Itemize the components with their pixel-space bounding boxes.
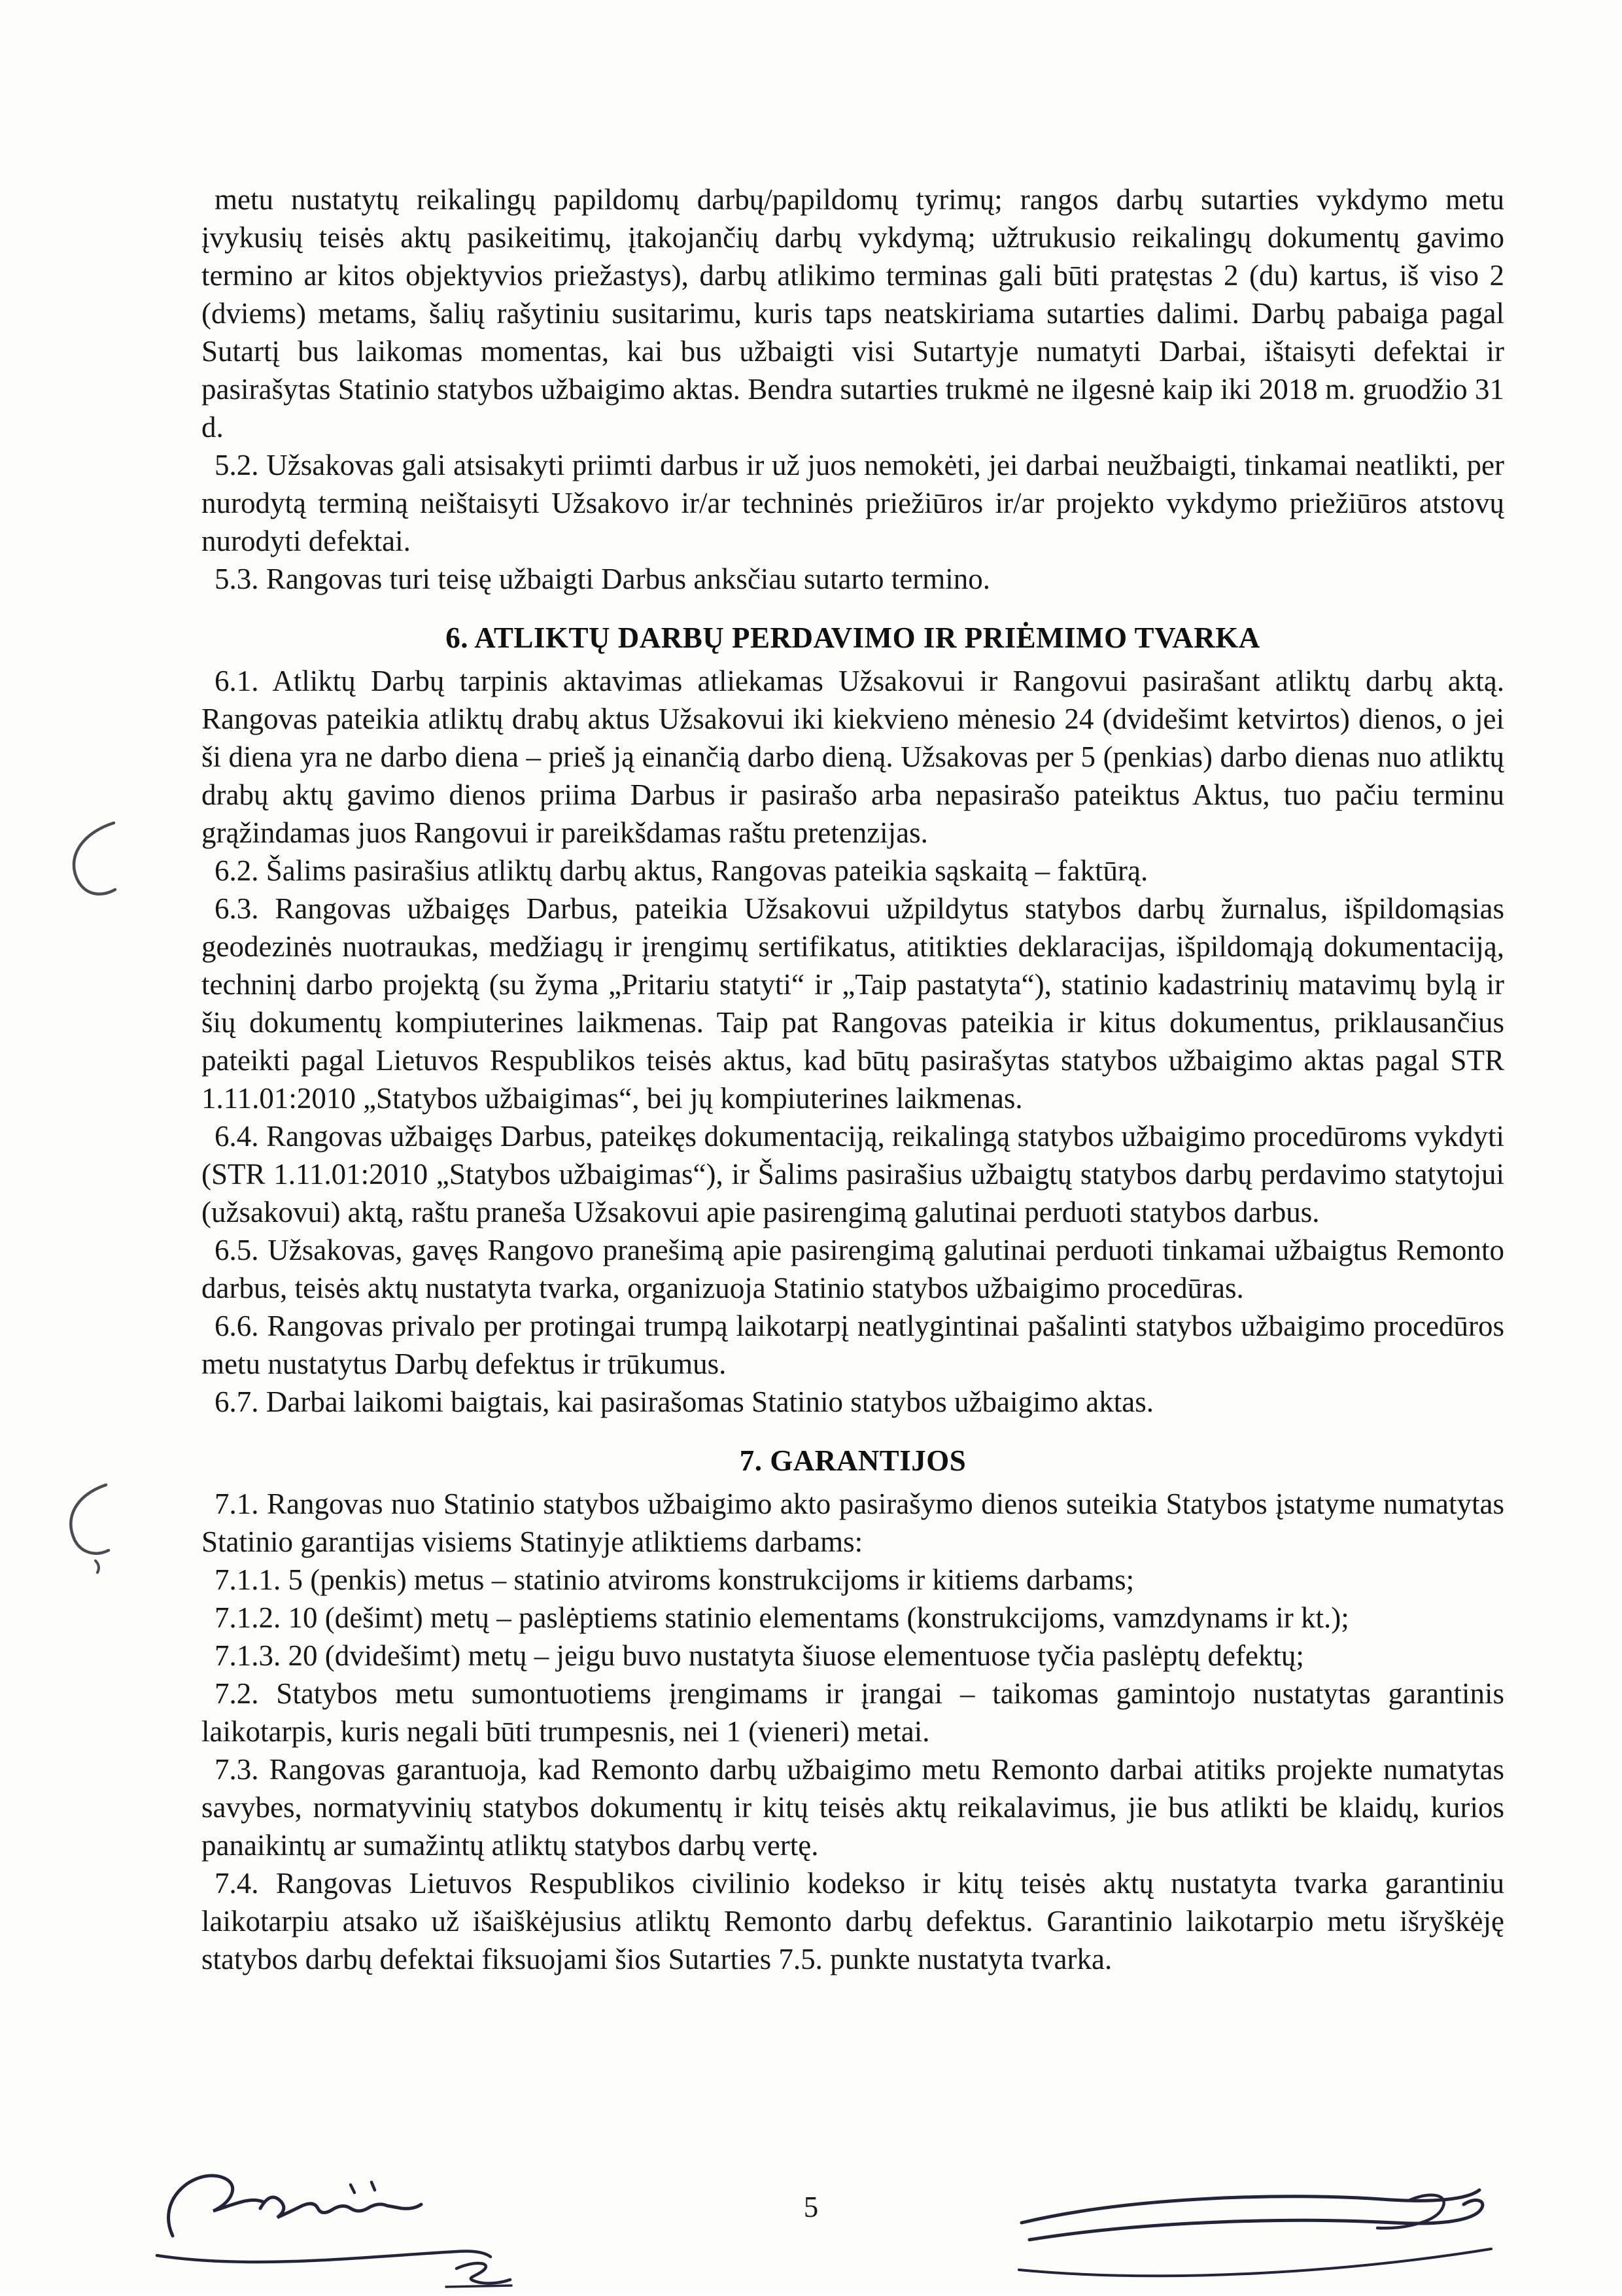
paragraph-6-5: 6.5. Užsakovas, gavęs Rangovo pranešimą apie pasirengimą galutinai perduoti tinkamai užbaigtus Remonto darbus, teisės aktų nustatyta tvarka, organizuoja Statinio statybos užbaigimo procedūras. [201,1234,1504,1304]
section-7-heading: 7. GARANTIJOS [739,1444,967,1477]
paragraph-7-1-2: 7.1.2. 10 (dešimt) metų – paslėptiems statinio elementams (konstrukcijoms, vamzdynams ir kt.); [215,1601,1349,1634]
handwritten-signature-right [1014,2172,1498,2296]
paragraph-7-1: 7.1. Rangovas nuo Statinio statybos užbaigimo akto pasirašymo dienos suteikia Statybos įstatyme numatytas Statinio garantijas visiems Statinyje atliktiems darbams: [201,1487,1504,1558]
paragraph-5-2: 5.2. Užsakovas gali atsisakyti priimti darbus ir už juos nemokėti, jei darbai neužbaigti, tinkamai neatlikti, per nurodytą terminą neištaisyti Užsakovo ir/ar techninės priežiūros ir/ar projekto vykdymo priežiūros atstovų nurodyti defektai. [201,449,1504,557]
page-number: 5 [803,2191,819,2223]
paragraph-6-4: 6.4. Rangovas užbaigęs Darbus, pateikęs dokumentaciją, reikalingą statybos užbaigimo procedūroms vykdyti (STR 1.11.01:2010 „Statybos užbaigimas“), ir Šalims pasirašius užbaigtų statybos darbų perdavimo statytojui (užsakovui) aktą, raštu praneša Užsakovui apie pasirengimą galutinai perduoti statybos darbus. [201,1120,1504,1228]
section-6-heading: 6. ATLIKTŲ DARBŲ PERDAVIMO IR PRIĖMIMO TVARKA [445,621,1260,654]
paragraph-6-1: 6.1. Atliktų Darbų tarpinis aktavimas atliekamas Užsakovui ir Rangovui pasirašant atliktų darbų aktą. Rangovas pateikia atliktų drabų aktus Užsakovui iki kiekvieno mėnesio 24 (dvidešimt ketvirtos) dienos, o jei ši diena yra ne darbo diena – prieš ją einančią darbo dieną. Užsakovas per 5 (penkias) darbo dienas nuo atliktų drabų aktų gavimo dienos priima Darbus ir pasirašo arba nepasirašo pateiktus Aktus, tuo pačiu terminu grąžindamas juos Rangovui ir pareikšdamas raštu pretenzijas. [201,665,1504,849]
paragraph-7-2: 7.2. Statybos metu sumontuotiems įrengimams ir įrangai – taikomas gamintojo nustatytas garantinis laikotarpis, kuris negali būti trumpesnis, nei 1 (vieneri) metai. [201,1677,1504,1748]
document-body [201,181,1504,1978]
paragraph-7-4: 7.4. Rangovas Lietuvos Respublikos civilinio kodekso ir kitų teisės aktų nustatyta tvarka garantiniu laikotarpiu atsako už išaiškėjusius atliktų Remonto darbų defektus. Garantinio laikotarpio metu išryškėję statybos darbų defektai fiksuojami šios Sutarties 7.5. punkte nustatyta tvarka. [201,1867,1504,1975]
handwritten-signature-left [150,2159,595,2289]
paragraph-7-1-3: 7.1.3. 20 (dvidešimt) metų – jeigu buvo nustatyta šiuose elementuose tyčia paslėptų defektų; [215,1639,1304,1672]
pen-margin-mark-upper [60,816,126,905]
paragraph-6-6: 6.6. Rangovas privalo per protingai trumpą laikotarpį neatlygintinai pašalinti statybos užbaigimo procedūros metu nustatytus Darbų defektus ir trūkumus. [201,1310,1504,1380]
paragraph-5-3: 5.3. Rangovas turi teisę užbaigti Darbus anksčiau sutarto termino. [215,563,990,595]
paragraph-6-7: 6.7. Darbai laikomi baigtais, kai pasirašomas Statinio statybos užbaigimo aktas. [215,1385,1154,1418]
paragraph-6-3: 6.3. Rangovas užbaigęs Darbus, pateikia Užsakovui užpildytus statybos darbų žurnalus, išpildomąsias geodezinės nuotraukas, medžiagų ir įrengimų sertifikatus, atitikties deklaracijas, išpildomąją dokumentaciją, techninį darbo projektą (su žyma „Pritariu statyti“ ir „Taip pastatyta“), statinio kadastrinių matavimų bylą ir šių dokumentų kompiuterines laikmenas. Taip pat Rangovas pateikia ir kitus dokumentus, priklausančius pateikti pagal Lietuvos Respublikos teisės aktus, kad būtų pasirašytas statybos užbaigimo aktas pagal STR 1.11.01:2010 „Statybos užbaigimas“, bei jų kompiuterines laikmenas. [201,892,1504,1115]
paragraph-7-1-1: 7.1.1. 5 (penkis) metus – statinio atviroms konstrukcijoms ir kitiems darbams; [215,1563,1135,1596]
paragraph-5-1-continuation: metu nustatytų reikalingų papildomų darbų/papildomų tyrimų; rangos darbų sutarties vykdymo metu įvykusių teisės aktų pasikeitimų, įtakojančių darbų vykdymą; užtrukusio reikalingų dokumentų gavimo termino ar kitos objektyvios priežastys), darbų atlikimo terminas gali būti pratęstas 2 (du) kartus, iš viso 2 (dviems) metams, šalių rašytiniu susitarimu, kuris taps neatskiriama sutarties dalimi. Darbų pabaiga pagal Sutartį bus laikomas momentas, kai bus užbaigti visi Sutartyje numatyti Darbai, ištaisyti defektai ir pasirašytas Statinio statybos užbaigimo aktas. Bendra sutarties trukmė ne ilgesnė kaip iki 2018 m. gruodžio 31 d. [201,183,1504,444]
pen-margin-mark-lower [58,1480,123,1578]
paragraph-6-2: 6.2. Šalims pasirašius atliktų darbų aktus, Rangovas pateikia sąskaitą – faktūrą. [215,854,1148,887]
paragraph-7-3: 7.3. Rangovas garantuoja, kad Remonto darbų užbaigimo metu Remonto darbai atitiks projekte numatytas savybes, normatyvinių statybos dokumentų ir kitų teisės aktų reikalavimus, jie bus atlikti be klaidų, kurios panaikintų ar sumažintų atliktų statybos darbų vertę. [201,1753,1504,1862]
